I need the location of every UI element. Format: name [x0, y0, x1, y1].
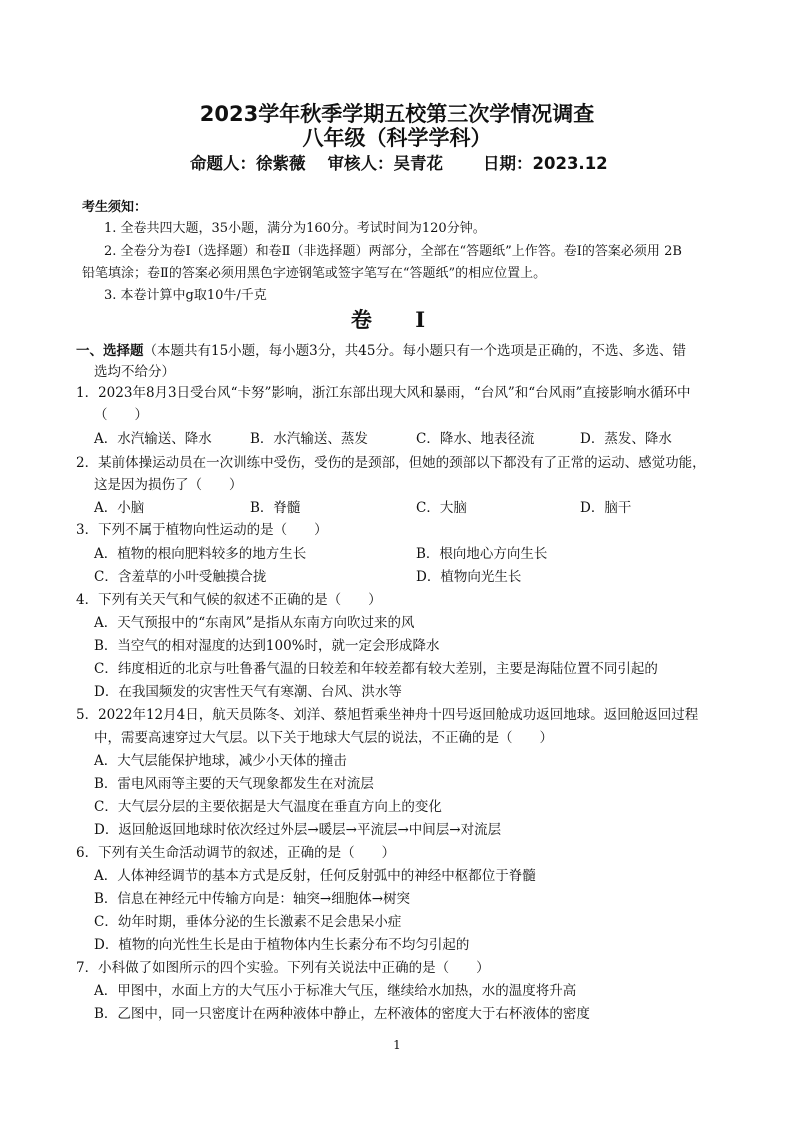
question-stem-cont: 中，需要高速穿过大气层。以下关于地球大气层的说法，不正确的是（ ） [94, 730, 553, 746]
answer-bracket: （ ） [94, 407, 148, 423]
exam-title: 2023学年秋季学期五校第三次学情况调查 [199, 102, 595, 126]
question-stem: 5．2022年12月4日，航天员陈冬、刘洋、蔡旭哲乘坐神舟十四号返回舱成功返回地球。返回舱返回过程 [76, 707, 699, 723]
option-a: A．植物的根向肥料较多的地方生长 [94, 546, 307, 562]
option-c: C．纬度相近的北京与吐鲁番气温的日较差和年较差都有较大差别，主要是海陆位置不同引起的 [94, 661, 658, 677]
option-d: D．在我国频发的灾害性天气有寒潮、台风、洪水等 [94, 684, 402, 700]
exam-date: 日期：2023.12 [483, 154, 608, 173]
notice-item: 2. 全卷分为卷Ⅰ（选择题）和卷Ⅱ（非选择题）两部分，全部在“答题纸”上作答。卷Ⅰ的答案必须用 2B [104, 244, 682, 259]
notice-item: 3. 本卷计算中g取10牛/千克 [104, 288, 267, 303]
option-b: B．脊髓 [250, 500, 301, 516]
exam-meta [190, 150, 608, 174]
option-c: C．降水、地表径流 [416, 431, 535, 447]
option-a: A．大气层能保护地球，减少小天体的撞击 [94, 753, 347, 769]
notice-heading: 考生须知： [82, 200, 148, 215]
option-b: B．水汽输送、蒸发 [250, 431, 368, 447]
option-b: B．根向地心方向生长 [416, 546, 548, 562]
reviewer: 审核人：吴青花 [327, 154, 443, 173]
option-a: A．水汽输送、降水 [94, 431, 212, 447]
section-label: 一、选择题 [76, 343, 144, 359]
question-stem: 6．下列有关生命活动调节的叙述，正确的是（ ） [76, 845, 396, 861]
option-a: A．天气预报中的“东南风”是指从东南方向吹过来的风 [94, 615, 415, 631]
option-a: A．人体神经调节的基本方式是反射，任何反射弧中的神经中枢都位于脊髓 [94, 868, 536, 884]
option-d: D．脑干 [580, 500, 632, 516]
question-stem: 4．下列有关天气和气候的叙述不正确的是（ ） [76, 592, 382, 608]
option-c: C．大气层分层的主要依据是大气温度在垂直方向上的变化 [94, 799, 442, 815]
question-stem-cont: 这是因为损伤了（ ） [94, 477, 243, 493]
notice-item: 1. 全卷共四大题，35小题，满分为160分。考试时间为120分钟。 [104, 221, 486, 236]
option-d: D．蒸发、降水 [580, 431, 672, 447]
page-number: 1 [393, 1038, 401, 1052]
section-desc-cont: 选均不给分） [94, 364, 175, 380]
option-c: C．大脑 [416, 500, 467, 516]
option-d: D．植物的向光性生长是由于植物体内生长素分布不均匀引起的 [94, 937, 470, 953]
option-b: B．当空气的相对湿度的达到100%时，就一定会形成降水 [94, 638, 440, 654]
question-stem: 7．小科做了如图所示的四个实验。下列有关说法中正确的是（ ） [76, 960, 490, 976]
volume-heading: 卷 Ⅰ [350, 307, 444, 332]
option-b: B．雷电风雨等主要的天气现象都发生在对流层 [94, 776, 374, 792]
author: 命题人：徐紫薇 [190, 154, 306, 173]
section-heading [76, 339, 686, 359]
option-c: C．含羞草的小叶受触摸合拢 [94, 569, 267, 585]
option-c: C．幼年时期，垂体分泌的生长激素不足会患呆小症 [94, 914, 402, 930]
question-stem: 2．某前体操运动员在一次训练中受伤，受伤的是颈部，但她的颈部以下都没有了正常的运动、感觉功能， [76, 455, 706, 471]
option-d: D．植物向光生长 [416, 569, 522, 585]
option-b: B．信息在神经元中传输方向是：轴突→细胞体→树突 [94, 891, 411, 907]
exam-subtitle: 八年级（科学学科） [302, 126, 492, 150]
question-stem: 3．下列不属于植物向性运动的是（ ） [76, 522, 328, 538]
notice-item: 铅笔填涂；卷Ⅱ的答案必须用黑色字迹钢笔或签字笔写在“答题纸”的相应位置上。 [82, 266, 547, 281]
question-stem: 1．2023年8月3日受台风“卡努”影响，浙江东部出现大风和暴雨，“台风”和“台风雨”直接影响水循环中 [76, 385, 691, 401]
section-desc: （本题共有15小题，每小题3分，共45分。每小题只有一个选项是正确的，不选、多选、错 [143, 343, 686, 359]
option-b: B．乙图中，同一只密度计在两种液体中静止，左杯液体的密度大于右杯液体的密度 [94, 1006, 590, 1022]
option-d: D．返回舱返回地球时依次经过外层→暖层→平流层→中间层→对流层 [94, 822, 502, 838]
option-a: A．小脑 [94, 500, 145, 516]
option-a: A．甲图中，水面上方的大气压小于标准大气压，继续给水加热，水的温度将升高 [94, 983, 577, 999]
